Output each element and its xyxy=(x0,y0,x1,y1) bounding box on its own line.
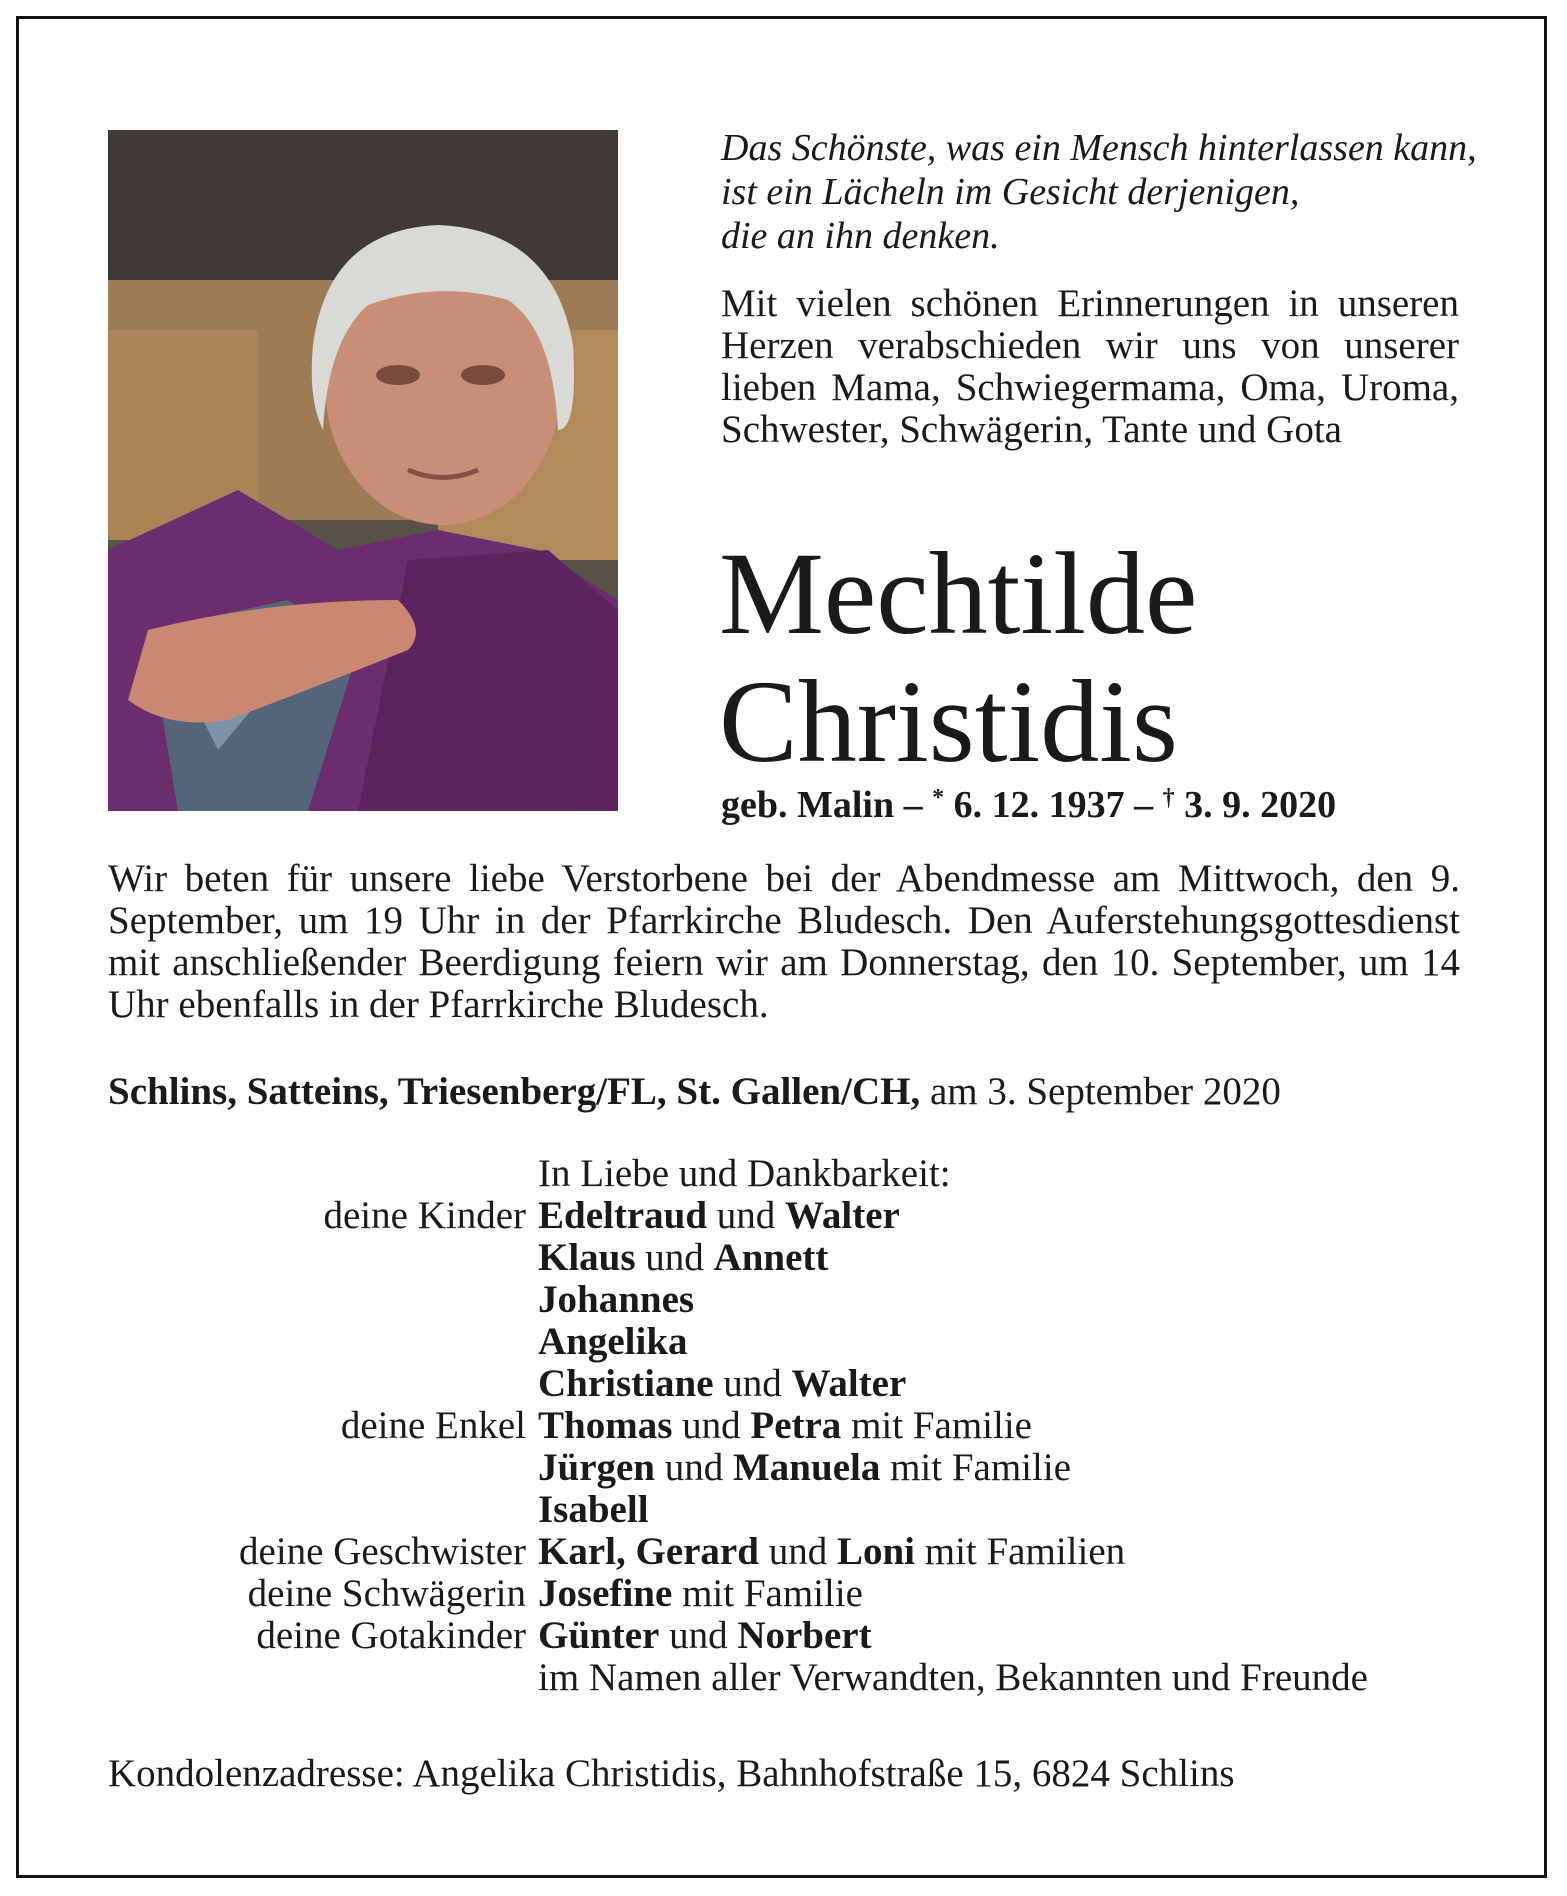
quote-line: ist ein Lächeln im Gesicht derjenigen, xyxy=(721,171,1300,213)
relation-label: deine Schwägerin xyxy=(247,1572,526,1615)
portrait-illustration xyxy=(108,130,618,811)
mourner-name: Günter xyxy=(538,1614,660,1657)
connector-text: und xyxy=(655,1446,733,1489)
birth-name: geb. Malin – xyxy=(721,784,923,826)
mourner-names xyxy=(538,1321,1468,1363)
mourner-row xyxy=(108,1363,1468,1405)
birth-date: 6. 12. 1937 – xyxy=(953,784,1154,826)
mourner-name: Norbert xyxy=(737,1614,872,1657)
service-details: Wir beten für unsere liebe Verstorbene bei der Abendmesse am Mittwoch, den 9. September, um 19 Uhr in der Pfarrkirche Bludesch. Den Auferstehungsgottesdienst mit anschließender Beerdigung feiern wir am Donnerstag, den 10. September, um 14 Uhr ebenfalls in der Pfarrkirche Bludesch. xyxy=(108,857,1460,1026)
mourner-name: Walter xyxy=(785,1194,900,1237)
condolence-address: Kondolenzadresse: Angelika Christidis, Bahnhofstraße 15, 6824 Schlins xyxy=(108,1752,1235,1795)
relation-label xyxy=(108,1447,538,1489)
mourner-names xyxy=(538,1531,1468,1573)
connector-text: und xyxy=(758,1530,837,1573)
mourners-closing-row xyxy=(108,1657,1468,1699)
deceased-first-name: Mechtilde xyxy=(719,528,1198,659)
memorial-quote xyxy=(721,126,1477,258)
mourner-name: Angelika xyxy=(538,1320,688,1363)
relation-label: deine Geschwister xyxy=(239,1530,526,1573)
portrait-photo xyxy=(108,130,618,811)
connector-text: und xyxy=(672,1404,751,1447)
mourner-names xyxy=(538,1405,1468,1447)
connector-text: und xyxy=(707,1194,786,1237)
mourner-row xyxy=(108,1405,1468,1447)
mourner-row xyxy=(108,1321,1468,1363)
mourner-name: Christiane xyxy=(538,1362,714,1405)
mourner-row xyxy=(108,1573,1468,1615)
mourner-row xyxy=(108,1195,1468,1237)
mourner-names xyxy=(538,1489,1468,1531)
mourner-name: Thomas xyxy=(538,1404,673,1447)
mourner-names xyxy=(538,1363,1468,1405)
life-dates xyxy=(721,776,1336,827)
mourner-row xyxy=(108,1279,1468,1321)
deceased-last-name: Christidis xyxy=(719,656,1178,787)
mourners-list xyxy=(108,1153,1468,1699)
deceased-name xyxy=(719,530,1197,786)
mourner-names xyxy=(538,1615,1468,1657)
death-symbol: † xyxy=(1162,785,1175,811)
death-date: 3. 9. 2020 xyxy=(1184,784,1337,826)
relation-label: deine Enkel xyxy=(340,1404,526,1447)
locations: Schlins, Satteins, Triesenberg/FL, St. Gallen/CH, xyxy=(108,1070,921,1113)
mourners-closing: im Namen aller Verwandten, Bekannten und Freunde xyxy=(538,1656,1368,1699)
connector-text: und xyxy=(635,1236,714,1279)
mourner-name: Petra xyxy=(750,1404,842,1447)
connector-text: mit Familie xyxy=(841,1404,1032,1447)
mourner-name: Johannes xyxy=(538,1278,695,1321)
mourner-name: Annett xyxy=(713,1236,829,1279)
relation-label: deine Kinder xyxy=(323,1194,526,1237)
relation-label xyxy=(108,1237,538,1279)
quote-line: Das Schönste, was ein Mensch hinterlassen kann, xyxy=(721,127,1477,169)
relation-label xyxy=(108,1279,538,1321)
mourner-row xyxy=(108,1489,1468,1531)
mourner-names xyxy=(538,1573,1468,1615)
connector-text: mit Familien xyxy=(914,1530,1126,1573)
birth-symbol: * xyxy=(932,785,945,811)
mourners-heading-row xyxy=(108,1153,1468,1195)
relation-label xyxy=(108,1489,538,1531)
mourner-name: Isabell xyxy=(538,1488,649,1531)
mourner-name: Loni xyxy=(836,1530,915,1573)
mourner-name: Karl, Gerard xyxy=(538,1530,759,1573)
connector-text: mit Familie xyxy=(880,1446,1072,1489)
mourner-names xyxy=(538,1195,1468,1237)
mourner-names xyxy=(538,1447,1468,1489)
mourner-name: Jürgen xyxy=(538,1446,655,1489)
mourner-name: Manuela xyxy=(733,1446,881,1489)
mourner-row xyxy=(108,1615,1468,1657)
relation-label: deine Gotakinder xyxy=(256,1614,526,1657)
connector-text: und xyxy=(659,1614,738,1657)
mourner-name: Walter xyxy=(791,1362,907,1405)
mourner-row xyxy=(108,1447,1468,1489)
relation-label xyxy=(108,1363,538,1405)
mourner-name: Josefine xyxy=(538,1572,673,1615)
place-and-date xyxy=(108,1070,1281,1114)
mourners-heading: In Liebe und Dankbarkeit: xyxy=(538,1152,951,1195)
mourner-names xyxy=(538,1237,1468,1279)
mourner-name: Klaus xyxy=(538,1236,636,1279)
mourner-row xyxy=(108,1531,1468,1573)
farewell-intro: Mit vielen schönen Erinnerungen in unseren Herzen verabschieden wir uns von unserer lieben Mama, Schwiegermama, Oma, Uroma, Schwester, Schwägerin, Tante und Gota xyxy=(721,282,1459,451)
connector-text: und xyxy=(713,1362,792,1405)
connector-text: mit Familie xyxy=(672,1572,863,1615)
mourner-names xyxy=(538,1279,1468,1321)
mourner-name: Edeltraud xyxy=(538,1194,708,1237)
notice-date: am 3. September 2020 xyxy=(929,1070,1281,1113)
quote-line: die an ihn denken. xyxy=(721,215,1000,257)
relation-label xyxy=(108,1321,538,1363)
mourner-row xyxy=(108,1237,1468,1279)
